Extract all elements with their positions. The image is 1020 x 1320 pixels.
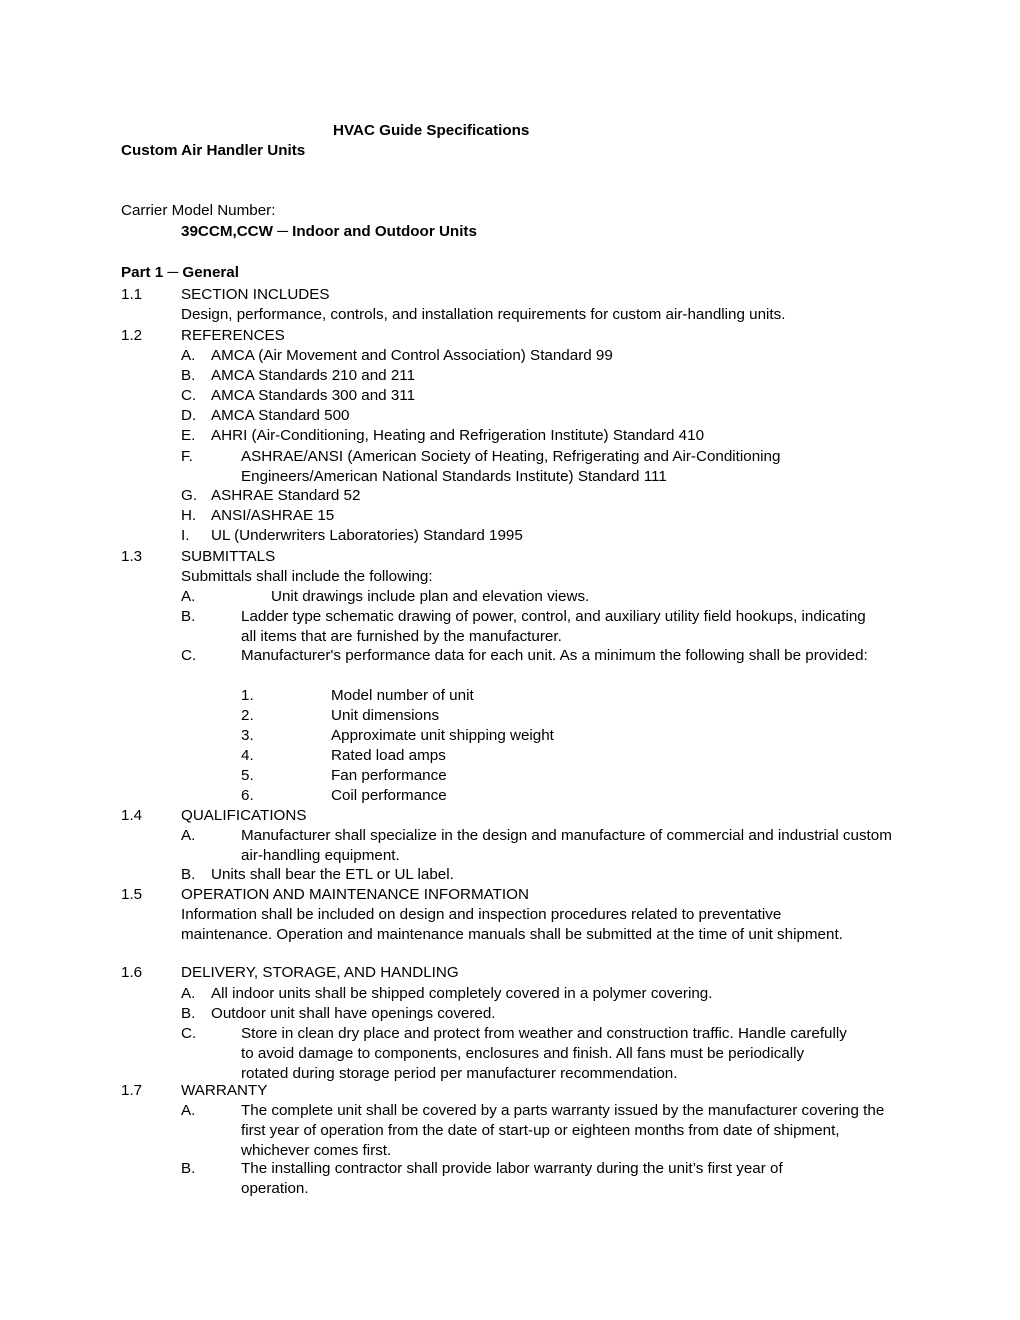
list-letter: D. [181,407,197,424]
list-letter: B. [181,866,196,883]
sub-item-text: Fan performance [331,767,447,784]
list-letter: A. [181,347,196,364]
section-title: SECTION INCLUDES [181,286,330,303]
list-item-text: Manufacturer shall specialize in the design and manufacture of commercial and industrial custom air-handling equipment. [241,827,892,864]
section-number: 1.4 [121,807,143,824]
list-item-text: The complete unit shall be covered by a parts warranty issued by the manufacturer covering the first year of operation from the date of start-up or eighteen months from date of shipment, whichever comes first. [241,1102,885,1159]
list-item-text: All indoor units shall be shipped completely covered in a polymer covering. [211,985,713,1002]
document-subtitle: Custom Air Handler Units [121,142,306,159]
section-number: 1.2 [121,327,143,344]
section-title: WARRANTY [181,1082,268,1099]
sub-item-text: Rated load amps [331,747,446,764]
list-item-text: ANSI/ASHRAE 15 [211,507,335,524]
list-letter: B. [181,367,196,384]
sub-item-number: 6. [241,787,254,804]
list-item-text: Units shall bear the ETL or UL label. [211,866,454,883]
document-title: HVAC Guide Specifications [333,122,530,139]
section-number: 1.7 [121,1082,143,1099]
section-number: 1.1 [121,286,143,303]
list-item-text: AMCA Standards 210 and 211 [211,367,416,384]
part-heading: Part 1 ─ General [121,264,239,281]
sub-item-number: 1. [241,687,254,704]
list-letter: A. [181,588,196,605]
list-letter: B. [181,1005,196,1022]
sub-item-text: Approximate unit shipping weight [331,727,554,744]
list-item-text: ASHRAE/ANSI (American Society of Heating, Refrigerating and Air-Conditioning Engineers/American National Standards Institute) Standard 111 [241,448,781,485]
list-item-text: Manufacturer's performance data for each unit. As a minimum the following shall be provided: [241,647,868,664]
section-text: Design, performance, controls, and installation requirements for custom air-handling units. [181,306,786,323]
list-letter: C. [181,647,197,664]
list-item-text: Ladder type schematic drawing of power, control, and auxiliary utility field hookups, indicating all items that are furnished by the manufacturer. [241,608,866,645]
section-title: OPERATION AND MAINTENANCE INFORMATION [181,886,529,903]
list-letter: A. [181,827,196,844]
list-letter: C. [181,387,197,404]
list-letter: C. [181,1025,197,1042]
sub-item-number: 3. [241,727,254,744]
sub-item-text: Unit dimensions [331,707,440,724]
list-letter: G. [181,487,198,504]
list-letter: A. [181,1102,196,1119]
section-title: QUALIFICATIONS [181,807,307,824]
list-letter: I. [181,527,190,544]
sub-item-text: Coil performance [331,787,447,804]
list-letter: B. [181,608,196,625]
section-intro: Submittals shall include the following: [181,568,433,585]
sub-item-text: Model number of unit [331,687,474,704]
section-title: SUBMITTALS [181,548,276,565]
sub-item-number: 4. [241,747,254,764]
list-item-text: ASHRAE Standard 52 [211,487,361,504]
list-item-text: The installing contractor shall provide labor warranty during the unit’s first year of operation. [241,1160,783,1197]
section-number: 1.3 [121,548,143,565]
section-number: 1.5 [121,886,143,903]
list-item-text: AMCA Standard 500 [211,407,350,424]
section-number: 1.6 [121,964,143,981]
list-letter: A. [181,985,196,1002]
list-item-text: Store in clean dry place and protect from weather and construction traffic. Handle carefully to avoid damage to components, enclosures and finish. All fans must be periodically rotated during storage period per manufacturer recommendation. [241,1025,847,1082]
list-item-text: Unit drawings include plan and elevation views. [271,588,590,605]
model-label: Carrier Model Number: [121,202,276,219]
section-title: REFERENCES [181,327,285,344]
section-text: Information shall be included on design and inspection procedures related to preventative maintenance. Operation and maintenance manuals shall be submitted at the time of unit shipment. [181,906,843,943]
list-item-text: AMCA Standards 300 and 311 [211,387,416,404]
list-item-text: UL (Underwriters Laboratories) Standard 1995 [211,527,523,544]
sub-item-number: 2. [241,707,254,724]
list-item-text: AHRI (Air-Conditioning, Heating and Refrigeration Institute) Standard 410 [211,427,705,444]
list-letter: F. [181,448,193,465]
list-letter: H. [181,507,197,524]
list-item-text: AMCA (Air Movement and Control Association) Standard 99 [211,347,613,364]
model-value: 39CCM,CCW ─ Indoor and Outdoor Units [181,223,477,240]
sub-item-number: 5. [241,767,254,784]
list-item-text: Outdoor unit shall have openings covered. [211,1005,496,1022]
list-letter: E. [181,427,196,444]
list-letter: B. [181,1160,196,1177]
section-title: DELIVERY, STORAGE, AND HANDLING [181,964,459,981]
